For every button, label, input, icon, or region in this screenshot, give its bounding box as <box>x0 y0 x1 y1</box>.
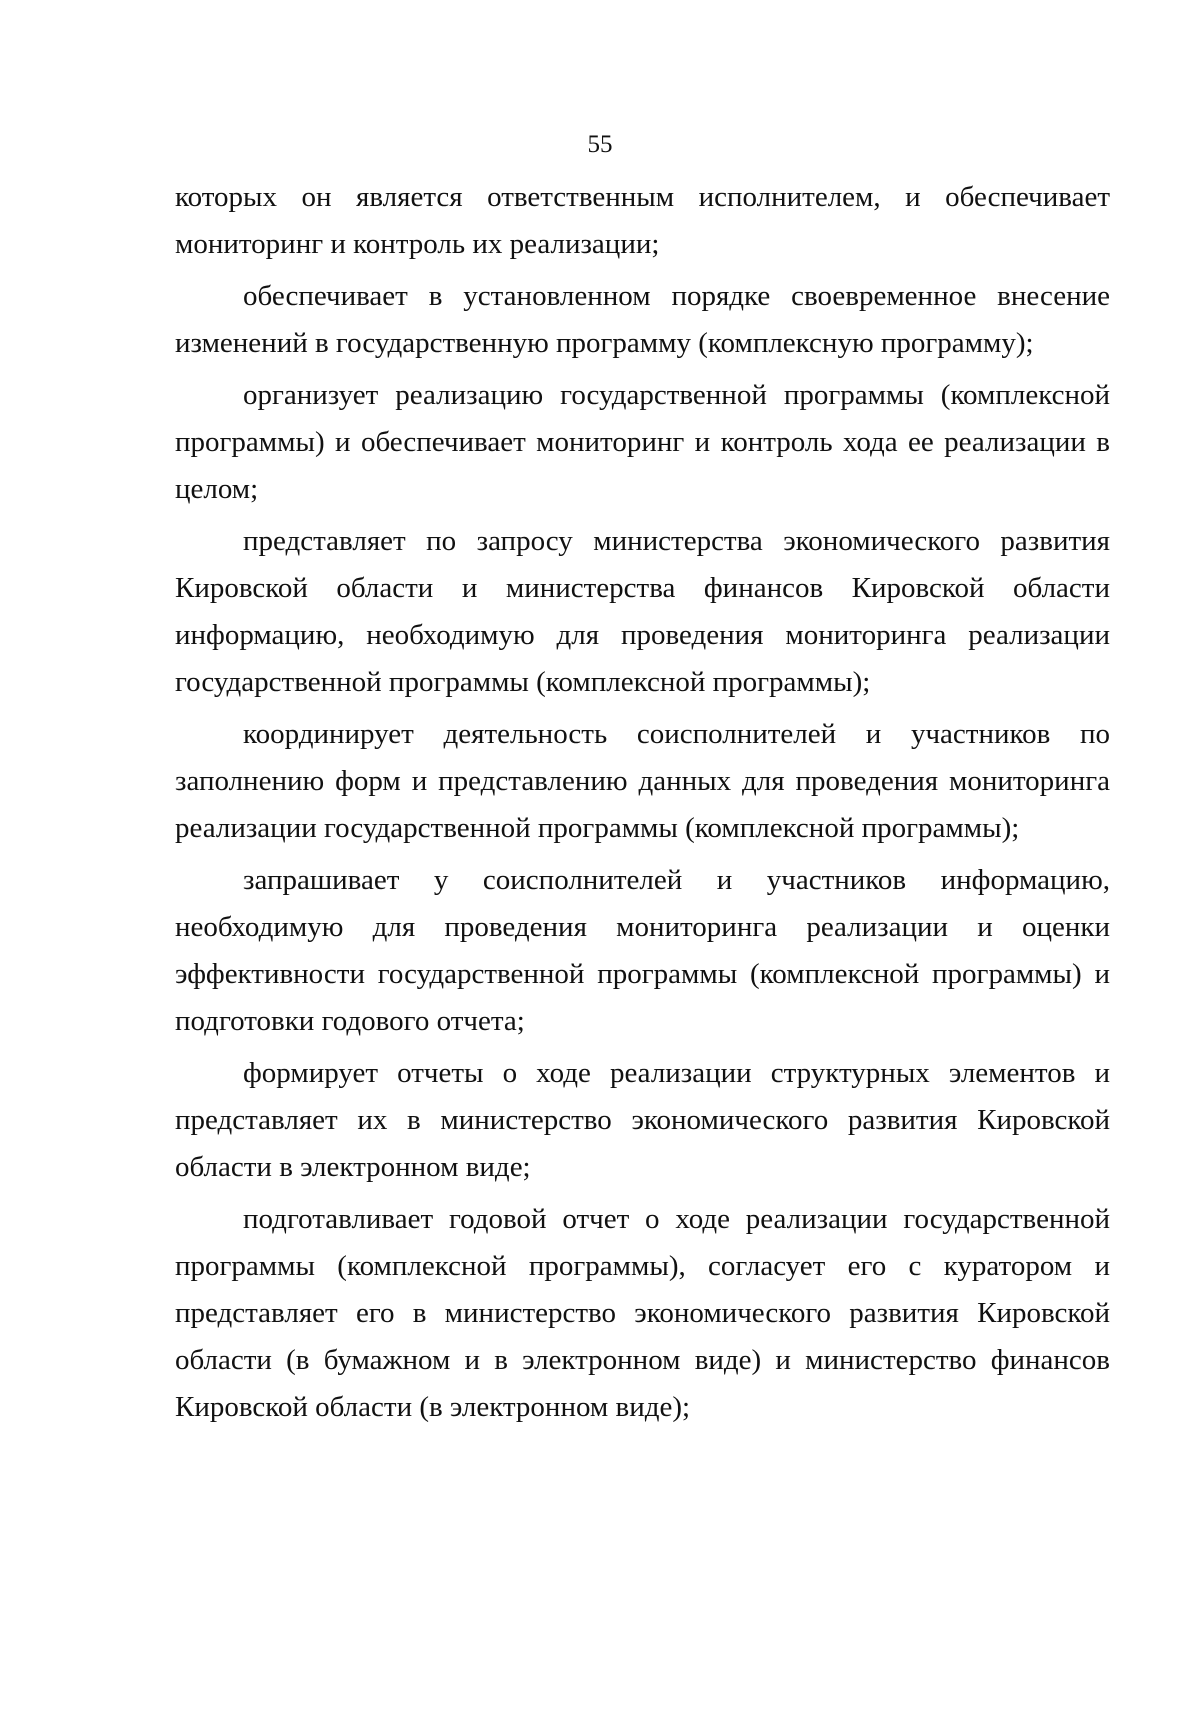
paragraph: запрашивает у соисполнителей и участников информацию, необходимую для проведения мониторинга реализации и оценки эффективности государственной программы (комплексной программы) и подготовки годового отчета; <box>175 864 1110 1037</box>
document-body <box>175 174 1110 1436</box>
paragraph: представляет по запросу министерства экономического развития Кировской области и министерства финансов Кировской области информацию, необходимую для проведения мониторинга реализации государственной программы (комплексной программы); <box>175 525 1110 698</box>
paragraph: формирует отчеты о ходе реализации структурных элементов и представляет их в министерство экономического развития Кировской области в электронном виде; <box>175 1057 1110 1183</box>
paragraph: координирует деятельность соисполнителей и участников по заполнению форм и представлению данных для проведения мониторинга реализации государственной программы (комплексной программы); <box>175 718 1110 844</box>
paragraph: обеспечивает в установленном порядке своевременное внесение изменений в государственную программу (комплексную программу); <box>175 280 1110 359</box>
paragraph: организует реализацию государственной программы (комплексной программы) и обеспечивает мониторинг и контроль хода ее реализации в целом; <box>175 379 1110 505</box>
paragraph-continuation: которых он является ответственным исполнителем, и обеспечивает мониторинг и контроль их реализации; <box>175 181 1110 260</box>
page-number: 55 <box>587 131 613 158</box>
paragraph: подготавливает годовой отчет о ходе реализации государственной программы (комплексной программы), согласует его с куратором и представляет его в министерство экономического развития Кировской области (в бумажном и в электронном виде) и министерство финансов Кировской области (в электронном виде); <box>175 1203 1110 1423</box>
